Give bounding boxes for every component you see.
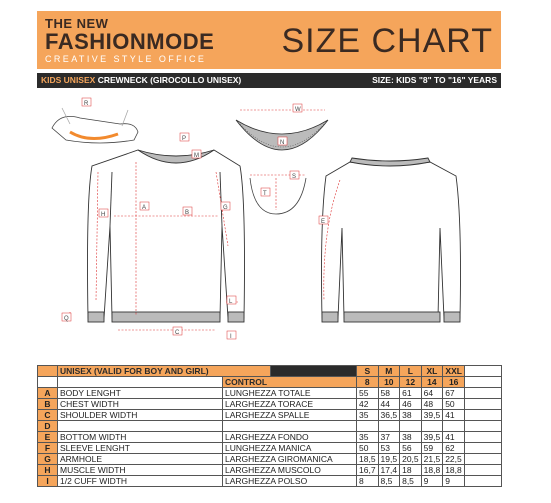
table-row [38,388,502,399]
row-extra [465,443,502,454]
row-code: G [38,454,58,465]
neck-depth-detail [250,175,306,214]
row-extra [465,410,502,421]
row-value: 67 [443,388,465,399]
row-value [421,421,443,432]
row-extra [465,432,502,443]
row-italian: LARGHEZZA TORACE [223,399,357,410]
front-view-sweater [88,150,245,322]
size-table [37,365,502,487]
row-name: BOTTOM WIDTH [58,432,223,443]
brand-tagline: CREATIVE STYLE OFFICE [45,54,207,64]
tag-c: C [175,330,180,336]
age-header: 14 [421,377,443,388]
age-header: 12 [400,377,422,388]
row-italian: LARGHEZZA POLSO [223,476,357,487]
table-row [38,421,502,432]
age-extra [465,377,502,388]
row-value: 56 [400,443,422,454]
size-header: S [357,366,379,377]
row-value: 38 [400,410,422,421]
row-extra [465,421,502,432]
section-label: UNISEX (VALID FOR BOY AND GIRL) [58,366,271,377]
tag-t: T [263,191,267,197]
row-value: 39,5 [421,432,443,443]
row-value: 64 [421,388,443,399]
tag-w: W [295,107,301,113]
tag-l: L [229,299,233,305]
tag-s: S [292,174,297,180]
tag-h: H [101,212,106,218]
row-name: MUSCLE WIDTH [58,465,223,476]
row-name [58,421,223,432]
page-title: SIZE CHART [281,22,493,60]
header-extra [465,366,502,377]
row-italian: LUNGHEZZA MANICA [223,443,357,454]
row-code: B [38,399,58,410]
tag-m: M [194,153,199,159]
table-body [38,388,502,487]
row-value: 39,5 [421,410,443,421]
age-blank [58,377,223,388]
row-italian: LARGHEZZA MUSCOLO [223,465,357,476]
row-value: 8,5 [400,476,422,487]
row-value: 9 [443,476,465,487]
row-value: 50 [443,399,465,410]
tag-q: Q [64,316,69,322]
row-value: 38 [400,432,422,443]
row-name: SLEEVE LENGHT [58,443,223,454]
row-value: 21,5 [421,454,443,465]
tag-p: P [182,136,187,142]
table-row [38,454,502,465]
row-code: A [38,388,58,399]
table-row [38,432,502,443]
row-value: 42 [357,399,379,410]
row-value: 35 [357,410,379,421]
row-code: E [38,432,58,443]
row-code: D [38,421,58,432]
row-value: 19,5 [378,454,400,465]
row-extra [465,399,502,410]
row-name: ARMHOLE [58,454,223,465]
row-extra [465,465,502,476]
product-description: CREWNECK (GIROCOLLO UNISEX) [95,75,242,85]
row-value: 18 [400,465,422,476]
brand-line-1: THE NEW [45,16,109,31]
tag-i: I [230,334,232,340]
table-row [38,443,502,454]
size-range: SIZE: KIDS "8" TO "16" YEARS [372,75,497,85]
size-header: M [378,366,400,377]
tag-g: G [223,205,228,211]
row-value: 44 [378,399,400,410]
row-value [378,421,400,432]
row-value: 37 [378,432,400,443]
row-value: 53 [378,443,400,454]
age-header: 8 [357,377,379,388]
row-value: 17,4 [378,465,400,476]
product-prefix: KIDS UNISEX [41,75,96,85]
row-value: 9 [421,476,443,487]
row-code: H [38,465,58,476]
tag-b: B [185,210,190,216]
row-name: SHOULDER WIDTH [58,410,223,421]
row-value: 41 [443,432,465,443]
row-value [357,421,379,432]
row-value: 62 [443,443,465,454]
row-extra [465,388,502,399]
row-name: BODY LENGHT [58,388,223,399]
row-value: 41 [443,410,465,421]
brand-logo: FASHIONMODE [45,29,215,54]
row-name: CHEST WIDTH [58,399,223,410]
tag-r: R [84,101,89,107]
age-blank [38,377,58,388]
size-header: L [400,366,422,377]
row-extra [465,454,502,465]
tag-e: E [321,219,326,225]
row-value: 8,5 [378,476,400,487]
row-value: 48 [421,399,443,410]
row-italian [223,421,357,432]
row-value: 20,5 [400,454,422,465]
row-value: 55 [357,388,379,399]
table-header-row [38,366,502,377]
row-value: 58 [378,388,400,399]
row-value: 50 [357,443,379,454]
size-header: XL [421,366,443,377]
row-value: 18,8 [421,465,443,476]
control-label: CONTROL [223,377,357,388]
row-italian: LARGHEZZA SPALLE [223,410,357,421]
row-value [443,421,465,432]
row-value: 46 [400,399,422,410]
table-row [38,410,502,421]
row-italian: LARGHEZZA FONDO [223,432,357,443]
table-row [38,465,502,476]
table-row [38,476,502,487]
tag-n: N [280,140,285,146]
row-value: 18,5 [357,454,379,465]
age-header: 16 [443,377,465,388]
table-row [38,399,502,410]
row-value: 61 [400,388,422,399]
row-name: 1/2 CUFF WIDTH [58,476,223,487]
row-value: 59 [421,443,443,454]
row-value: 36,5 [378,410,400,421]
row-extra [465,476,502,487]
back-view-sweater [322,158,461,322]
header-dark-gap [271,366,357,377]
row-code: F [38,443,58,454]
row-value [400,421,422,432]
collar-fold-detail [52,108,138,143]
row-italian: LUNGHEZZA TOTALE [223,388,357,399]
table-age-row [38,377,502,388]
row-value: 35 [357,432,379,443]
header-blank [38,366,58,377]
row-value: 16,7 [357,465,379,476]
tag-a: A [142,205,147,211]
size-header: XXL [443,366,465,377]
row-code: C [38,410,58,421]
row-value: 18,8 [443,465,465,476]
row-code: I [38,476,58,487]
row-value: 22,5 [443,454,465,465]
age-header: 10 [378,377,400,388]
row-italian: LARGHEZZA GIROMANICA [223,454,357,465]
row-value: 8 [357,476,379,487]
